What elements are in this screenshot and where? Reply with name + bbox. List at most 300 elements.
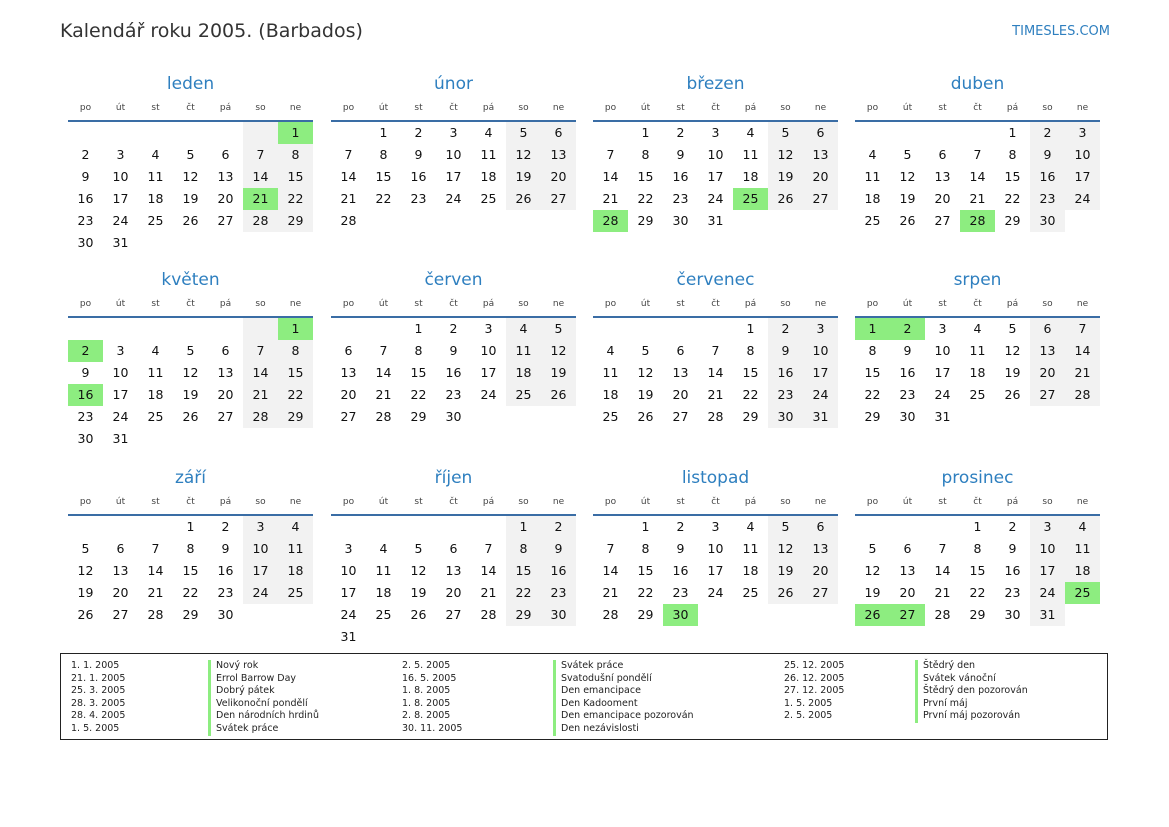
day-cell[interactable]: 4 — [379, 541, 388, 556]
day-cell[interactable]: 26 — [182, 213, 199, 228]
day-cell[interactable]: 17 — [707, 169, 724, 184]
day-cell[interactable]: 25 — [147, 213, 164, 228]
day-cell[interactable]: 3 — [1030, 516, 1065, 538]
day-cell[interactable]: 19 — [637, 387, 654, 402]
day-cell[interactable]: 7 — [379, 343, 388, 358]
day-cell[interactable]: 6 — [449, 541, 458, 556]
day-cell[interactable]: 11 — [742, 147, 759, 162]
day-cell[interactable]: 21 — [934, 585, 951, 600]
day-cell[interactable]: 15 — [637, 169, 654, 184]
day-cell[interactable]: 27 — [803, 188, 838, 210]
day-cell[interactable]: 22 — [410, 387, 427, 402]
day-cell[interactable]: 14 — [340, 169, 357, 184]
day-cell[interactable]: 3 — [938, 321, 947, 336]
day-cell[interactable]: 30 — [77, 431, 94, 446]
day-cell[interactable]: 20 — [803, 560, 838, 582]
day-cell[interactable]: 8 — [379, 147, 388, 162]
day-cell[interactable]: 17 — [934, 365, 951, 380]
day-cell[interactable]: 25 — [969, 387, 986, 402]
day-cell[interactable]: 15 — [375, 169, 392, 184]
day-cell[interactable]: 12 — [1004, 343, 1021, 358]
day-cell[interactable]: 4 — [868, 147, 877, 162]
day-cell[interactable]: 28 — [480, 607, 497, 622]
day-cell[interactable]: 1 — [746, 321, 755, 336]
day-cell[interactable]: 12 — [768, 144, 803, 166]
day-cell[interactable]: 5 — [541, 318, 576, 340]
day-cell[interactable]: 28 — [707, 409, 724, 424]
day-cell[interactable]: 6 — [803, 122, 838, 144]
day-cell[interactable]: 16 — [1030, 166, 1065, 188]
day-cell[interactable]: 19 — [182, 191, 199, 206]
day-cell[interactable]: 21 — [1065, 362, 1100, 384]
day-cell[interactable]: 9 — [81, 169, 90, 184]
day-cell[interactable]: 22 — [278, 188, 313, 210]
day-cell[interactable]: 28 — [243, 406, 278, 428]
day-cell[interactable]: 17 — [1065, 166, 1100, 188]
day-cell[interactable]: 23 — [77, 213, 94, 228]
day-cell[interactable]: 4 — [746, 125, 755, 140]
day-cell[interactable]: 2 — [449, 321, 458, 336]
day-cell[interactable]: 24 — [803, 384, 838, 406]
day-cell[interactable]: 14 — [969, 169, 986, 184]
day-cell[interactable]: 31 — [340, 629, 357, 644]
day-cell[interactable]: 5 — [186, 343, 195, 358]
day-cell[interactable]: 9 — [1008, 541, 1017, 556]
site-link[interactable]: TIMESLES.COM — [1012, 24, 1110, 39]
day-cell[interactable]: 2 — [414, 125, 423, 140]
day-cell[interactable]: 14 — [480, 563, 497, 578]
day-cell[interactable]: 21 — [147, 585, 164, 600]
day-cell[interactable]: 2 — [1008, 519, 1017, 534]
day-cell[interactable]: 2 — [1030, 122, 1065, 144]
holiday-day-cell[interactable]: 25 — [1065, 582, 1100, 604]
day-cell[interactable]: 1 — [186, 519, 195, 534]
day-cell[interactable]: 12 — [506, 144, 541, 166]
day-cell[interactable]: 7 — [243, 340, 278, 362]
day-cell[interactable]: 26 — [182, 409, 199, 424]
day-cell[interactable]: 1 — [414, 321, 423, 336]
day-cell[interactable]: 9 — [449, 343, 458, 358]
day-cell[interactable]: 17 — [803, 362, 838, 384]
day-cell[interactable]: 29 — [410, 409, 427, 424]
day-cell[interactable]: 4 — [484, 125, 493, 140]
day-cell[interactable]: 5 — [768, 122, 803, 144]
day-cell[interactable]: 9 — [676, 541, 685, 556]
day-cell[interactable]: 21 — [340, 191, 357, 206]
day-cell[interactable]: 12 — [182, 169, 199, 184]
day-cell[interactable]: 3 — [116, 343, 125, 358]
day-cell[interactable]: 29 — [182, 607, 199, 622]
day-cell[interactable]: 15 — [410, 365, 427, 380]
day-cell[interactable]: 22 — [1004, 191, 1021, 206]
day-cell[interactable]: 19 — [899, 191, 916, 206]
day-cell[interactable]: 13 — [934, 169, 951, 184]
day-cell[interactable]: 5 — [1008, 321, 1017, 336]
day-cell[interactable]: 8 — [186, 541, 195, 556]
day-cell[interactable]: 12 — [899, 169, 916, 184]
day-cell[interactable]: 26 — [1004, 387, 1021, 402]
day-cell[interactable]: 23 — [768, 384, 803, 406]
day-cell[interactable]: 28 — [602, 607, 619, 622]
day-cell[interactable]: 19 — [768, 560, 803, 582]
day-cell[interactable]: 14 — [375, 365, 392, 380]
day-cell[interactable]: 11 — [375, 563, 392, 578]
day-cell[interactable]: 13 — [541, 144, 576, 166]
day-cell[interactable]: 20 — [899, 585, 916, 600]
day-cell[interactable]: 27 — [340, 409, 357, 424]
day-cell[interactable]: 14 — [707, 365, 724, 380]
day-cell[interactable]: 13 — [445, 563, 462, 578]
day-cell[interactable]: 11 — [1065, 538, 1100, 560]
day-cell[interactable]: 3 — [243, 516, 278, 538]
day-cell[interactable]: 16 — [672, 563, 689, 578]
day-cell[interactable]: 6 — [1030, 318, 1065, 340]
day-cell[interactable]: 8 — [746, 343, 755, 358]
day-cell[interactable]: 27 — [541, 188, 576, 210]
day-cell[interactable]: 11 — [742, 541, 759, 556]
day-cell[interactable]: 24 — [243, 582, 278, 604]
day-cell[interactable]: 22 — [506, 582, 541, 604]
day-cell[interactable]: 29 — [637, 607, 654, 622]
day-cell[interactable]: 14 — [243, 166, 278, 188]
day-cell[interactable]: 10 — [707, 147, 724, 162]
day-cell[interactable]: 20 — [541, 166, 576, 188]
day-cell[interactable]: 4 — [151, 147, 160, 162]
day-cell[interactable]: 8 — [278, 340, 313, 362]
day-cell[interactable]: 15 — [969, 563, 986, 578]
day-cell[interactable]: 5 — [81, 541, 90, 556]
day-cell[interactable]: 24 — [934, 387, 951, 402]
day-cell[interactable]: 29 — [278, 210, 313, 232]
day-cell[interactable]: 13 — [217, 169, 234, 184]
day-cell[interactable]: 5 — [506, 122, 541, 144]
day-cell[interactable]: 8 — [641, 147, 650, 162]
day-cell[interactable]: 27 — [672, 409, 689, 424]
day-cell[interactable]: 25 — [742, 585, 759, 600]
day-cell[interactable]: 3 — [484, 321, 493, 336]
day-cell[interactable]: 25 — [147, 409, 164, 424]
day-cell[interactable]: 5 — [641, 343, 650, 358]
day-cell[interactable]: 12 — [182, 365, 199, 380]
day-cell[interactable]: 23 — [77, 409, 94, 424]
day-cell[interactable]: 19 — [541, 362, 576, 384]
day-cell[interactable]: 13 — [112, 563, 129, 578]
day-cell[interactable]: 19 — [864, 585, 881, 600]
day-cell[interactable]: 31 — [1030, 604, 1065, 626]
day-cell[interactable]: 4 — [151, 343, 160, 358]
day-cell[interactable]: 29 — [969, 607, 986, 622]
day-cell[interactable]: 7 — [973, 147, 982, 162]
day-cell[interactable]: 18 — [147, 387, 164, 402]
day-cell[interactable]: 5 — [414, 541, 423, 556]
day-cell[interactable]: 11 — [147, 169, 164, 184]
holiday-day-cell[interactable]: 26 — [855, 604, 890, 626]
day-cell[interactable]: 28 — [934, 607, 951, 622]
day-cell[interactable]: 12 — [637, 365, 654, 380]
day-cell[interactable]: 7 — [484, 541, 493, 556]
day-cell[interactable]: 16 — [899, 365, 916, 380]
holiday-day-cell[interactable]: 1 — [278, 122, 313, 144]
holiday-day-cell[interactable]: 2 — [890, 318, 925, 340]
day-cell[interactable]: 10 — [934, 343, 951, 358]
holiday-day-cell[interactable]: 21 — [243, 188, 278, 210]
day-cell[interactable]: 10 — [112, 365, 129, 380]
day-cell[interactable]: 11 — [278, 538, 313, 560]
day-cell[interactable]: 18 — [602, 387, 619, 402]
day-cell[interactable]: 4 — [973, 321, 982, 336]
day-cell[interactable]: 21 — [243, 384, 278, 406]
day-cell[interactable]: 28 — [147, 607, 164, 622]
day-cell[interactable]: 16 — [768, 362, 803, 384]
day-cell[interactable]: 22 — [375, 191, 392, 206]
day-cell[interactable]: 5 — [768, 516, 803, 538]
day-cell[interactable]: 13 — [803, 538, 838, 560]
day-cell[interactable]: 1 — [506, 516, 541, 538]
day-cell[interactable]: 25 — [278, 582, 313, 604]
day-cell[interactable]: 11 — [147, 365, 164, 380]
day-cell[interactable]: 10 — [243, 538, 278, 560]
day-cell[interactable]: 12 — [768, 538, 803, 560]
day-cell[interactable]: 24 — [1065, 188, 1100, 210]
day-cell[interactable]: 11 — [480, 147, 497, 162]
day-cell[interactable]: 23 — [1030, 188, 1065, 210]
day-cell[interactable]: 9 — [541, 538, 576, 560]
day-cell[interactable]: 9 — [768, 340, 803, 362]
day-cell[interactable]: 16 — [1004, 563, 1021, 578]
day-cell[interactable]: 14 — [1065, 340, 1100, 362]
day-cell[interactable]: 14 — [602, 169, 619, 184]
day-cell[interactable]: 23 — [410, 191, 427, 206]
day-cell[interactable]: 27 — [1030, 384, 1065, 406]
day-cell[interactable]: 26 — [410, 607, 427, 622]
day-cell[interactable]: 30 — [541, 604, 576, 626]
day-cell[interactable]: 27 — [934, 213, 951, 228]
day-cell[interactable]: 21 — [707, 387, 724, 402]
day-cell[interactable]: 7 — [938, 541, 947, 556]
day-cell[interactable]: 20 — [803, 166, 838, 188]
holiday-day-cell[interactable]: 1 — [855, 318, 890, 340]
day-cell[interactable]: 29 — [1004, 213, 1021, 228]
day-cell[interactable]: 11 — [602, 365, 619, 380]
holiday-day-cell[interactable]: 25 — [733, 188, 768, 210]
day-cell[interactable]: 6 — [221, 343, 230, 358]
day-cell[interactable]: 24 — [112, 409, 129, 424]
day-cell[interactable]: 31 — [803, 406, 838, 428]
day-cell[interactable]: 24 — [445, 191, 462, 206]
day-cell[interactable]: 8 — [506, 538, 541, 560]
day-cell[interactable]: 1 — [1008, 125, 1017, 140]
day-cell[interactable]: 29 — [506, 604, 541, 626]
day-cell[interactable]: 5 — [186, 147, 195, 162]
day-cell[interactable]: 17 — [1030, 560, 1065, 582]
day-cell[interactable]: 28 — [1065, 384, 1100, 406]
day-cell[interactable]: 1 — [641, 519, 650, 534]
day-cell[interactable]: 24 — [112, 213, 129, 228]
day-cell[interactable]: 25 — [506, 384, 541, 406]
day-cell[interactable]: 9 — [414, 147, 423, 162]
day-cell[interactable]: 3 — [1065, 122, 1100, 144]
holiday-day-cell[interactable]: 1 — [278, 318, 313, 340]
day-cell[interactable]: 8 — [278, 144, 313, 166]
day-cell[interactable]: 14 — [243, 362, 278, 384]
day-cell[interactable]: 18 — [375, 585, 392, 600]
day-cell[interactable]: 20 — [445, 585, 462, 600]
day-cell[interactable]: 15 — [182, 563, 199, 578]
day-cell[interactable]: 17 — [707, 563, 724, 578]
day-cell[interactable]: 7 — [606, 541, 615, 556]
day-cell[interactable]: 6 — [116, 541, 125, 556]
day-cell[interactable]: 30 — [899, 409, 916, 424]
day-cell[interactable]: 13 — [340, 365, 357, 380]
day-cell[interactable]: 1 — [641, 125, 650, 140]
day-cell[interactable]: 14 — [147, 563, 164, 578]
day-cell[interactable]: 22 — [742, 387, 759, 402]
day-cell[interactable]: 12 — [541, 340, 576, 362]
day-cell[interactable]: 17 — [480, 365, 497, 380]
day-cell[interactable]: 10 — [803, 340, 838, 362]
day-cell[interactable]: 21 — [602, 191, 619, 206]
day-cell[interactable]: 11 — [864, 169, 881, 184]
day-cell[interactable]: 27 — [112, 607, 129, 622]
holiday-day-cell[interactable]: 27 — [890, 604, 925, 626]
day-cell[interactable]: 27 — [803, 582, 838, 604]
day-cell[interactable]: 18 — [480, 169, 497, 184]
day-cell[interactable]: 22 — [864, 387, 881, 402]
day-cell[interactable]: 27 — [445, 607, 462, 622]
day-cell[interactable]: 30 — [77, 235, 94, 250]
day-cell[interactable]: 27 — [217, 409, 234, 424]
day-cell[interactable]: 18 — [742, 563, 759, 578]
day-cell[interactable]: 21 — [375, 387, 392, 402]
day-cell[interactable]: 5 — [903, 147, 912, 162]
day-cell[interactable]: 1 — [379, 125, 388, 140]
day-cell[interactable]: 18 — [742, 169, 759, 184]
day-cell[interactable]: 15 — [278, 166, 313, 188]
day-cell[interactable]: 22 — [637, 585, 654, 600]
day-cell[interactable]: 10 — [112, 169, 129, 184]
day-cell[interactable]: 8 — [641, 541, 650, 556]
day-cell[interactable]: 28 — [340, 213, 357, 228]
day-cell[interactable]: 16 — [541, 560, 576, 582]
day-cell[interactable]: 13 — [803, 144, 838, 166]
day-cell[interactable]: 24 — [707, 585, 724, 600]
day-cell[interactable]: 20 — [217, 191, 234, 206]
day-cell[interactable]: 20 — [934, 191, 951, 206]
day-cell[interactable]: 13 — [672, 365, 689, 380]
day-cell[interactable]: 9 — [81, 365, 90, 380]
day-cell[interactable]: 18 — [1065, 560, 1100, 582]
day-cell[interactable]: 2 — [676, 125, 685, 140]
day-cell[interactable]: 19 — [1004, 365, 1021, 380]
day-cell[interactable]: 26 — [768, 188, 803, 210]
day-cell[interactable]: 3 — [449, 125, 458, 140]
day-cell[interactable]: 23 — [541, 582, 576, 604]
day-cell[interactable]: 15 — [742, 365, 759, 380]
day-cell[interactable]: 22 — [637, 191, 654, 206]
day-cell[interactable]: 13 — [217, 365, 234, 380]
day-cell[interactable]: 6 — [221, 147, 230, 162]
day-cell[interactable]: 2 — [81, 147, 90, 162]
day-cell[interactable]: 10 — [445, 147, 462, 162]
day-cell[interactable]: 26 — [637, 409, 654, 424]
day-cell[interactable]: 4 — [278, 516, 313, 538]
day-cell[interactable]: 11 — [506, 340, 541, 362]
day-cell[interactable]: 31 — [112, 431, 129, 446]
day-cell[interactable]: 9 — [903, 343, 912, 358]
day-cell[interactable]: 17 — [445, 169, 462, 184]
day-cell[interactable]: 13 — [1030, 340, 1065, 362]
day-cell[interactable]: 23 — [899, 387, 916, 402]
day-cell[interactable]: 15 — [1004, 169, 1021, 184]
day-cell[interactable]: 7 — [344, 147, 353, 162]
day-cell[interactable]: 25 — [480, 191, 497, 206]
day-cell[interactable]: 15 — [278, 362, 313, 384]
day-cell[interactable]: 10 — [1065, 144, 1100, 166]
day-cell[interactable]: 13 — [899, 563, 916, 578]
day-cell[interactable]: 23 — [672, 191, 689, 206]
day-cell[interactable]: 26 — [506, 188, 541, 210]
day-cell[interactable]: 22 — [278, 384, 313, 406]
day-cell[interactable]: 30 — [768, 406, 803, 428]
day-cell[interactable]: 19 — [506, 166, 541, 188]
day-cell[interactable]: 28 — [375, 409, 392, 424]
day-cell[interactable]: 24 — [340, 607, 357, 622]
day-cell[interactable]: 24 — [1030, 582, 1065, 604]
day-cell[interactable]: 5 — [868, 541, 877, 556]
day-cell[interactable]: 3 — [116, 147, 125, 162]
day-cell[interactable]: 21 — [969, 191, 986, 206]
day-cell[interactable]: 26 — [541, 384, 576, 406]
day-cell[interactable]: 30 — [1030, 210, 1065, 232]
day-cell[interactable]: 31 — [112, 235, 129, 250]
day-cell[interactable]: 2 — [221, 519, 230, 534]
day-cell[interactable]: 22 — [182, 585, 199, 600]
day-cell[interactable]: 21 — [480, 585, 497, 600]
day-cell[interactable]: 20 — [217, 387, 234, 402]
day-cell[interactable]: 16 — [77, 191, 94, 206]
day-cell[interactable]: 30 — [672, 213, 689, 228]
day-cell[interactable]: 31 — [707, 213, 724, 228]
day-cell[interactable]: 24 — [480, 387, 497, 402]
day-cell[interactable]: 7 — [243, 144, 278, 166]
holiday-day-cell[interactable]: 30 — [663, 604, 698, 626]
holiday-day-cell[interactable]: 28 — [960, 210, 995, 232]
day-cell[interactable]: 23 — [1004, 585, 1021, 600]
day-cell[interactable]: 3 — [344, 541, 353, 556]
day-cell[interactable]: 19 — [182, 387, 199, 402]
day-cell[interactable]: 20 — [1030, 362, 1065, 384]
day-cell[interactable]: 6 — [344, 343, 353, 358]
day-cell[interactable]: 19 — [77, 585, 94, 600]
day-cell[interactable]: 10 — [707, 541, 724, 556]
day-cell[interactable]: 12 — [77, 563, 94, 578]
day-cell[interactable]: 18 — [278, 560, 313, 582]
day-cell[interactable]: 29 — [637, 213, 654, 228]
day-cell[interactable]: 27 — [217, 213, 234, 228]
day-cell[interactable]: 28 — [243, 210, 278, 232]
day-cell[interactable]: 16 — [672, 169, 689, 184]
day-cell[interactable]: 17 — [243, 560, 278, 582]
day-cell[interactable]: 4 — [1065, 516, 1100, 538]
day-cell[interactable]: 12 — [410, 563, 427, 578]
day-cell[interactable]: 3 — [803, 318, 838, 340]
day-cell[interactable]: 25 — [864, 213, 881, 228]
day-cell[interactable]: 17 — [112, 191, 129, 206]
day-cell[interactable]: 7 — [711, 343, 720, 358]
day-cell[interactable]: 26 — [768, 582, 803, 604]
day-cell[interactable]: 19 — [768, 166, 803, 188]
holiday-day-cell[interactable]: 16 — [68, 384, 103, 406]
